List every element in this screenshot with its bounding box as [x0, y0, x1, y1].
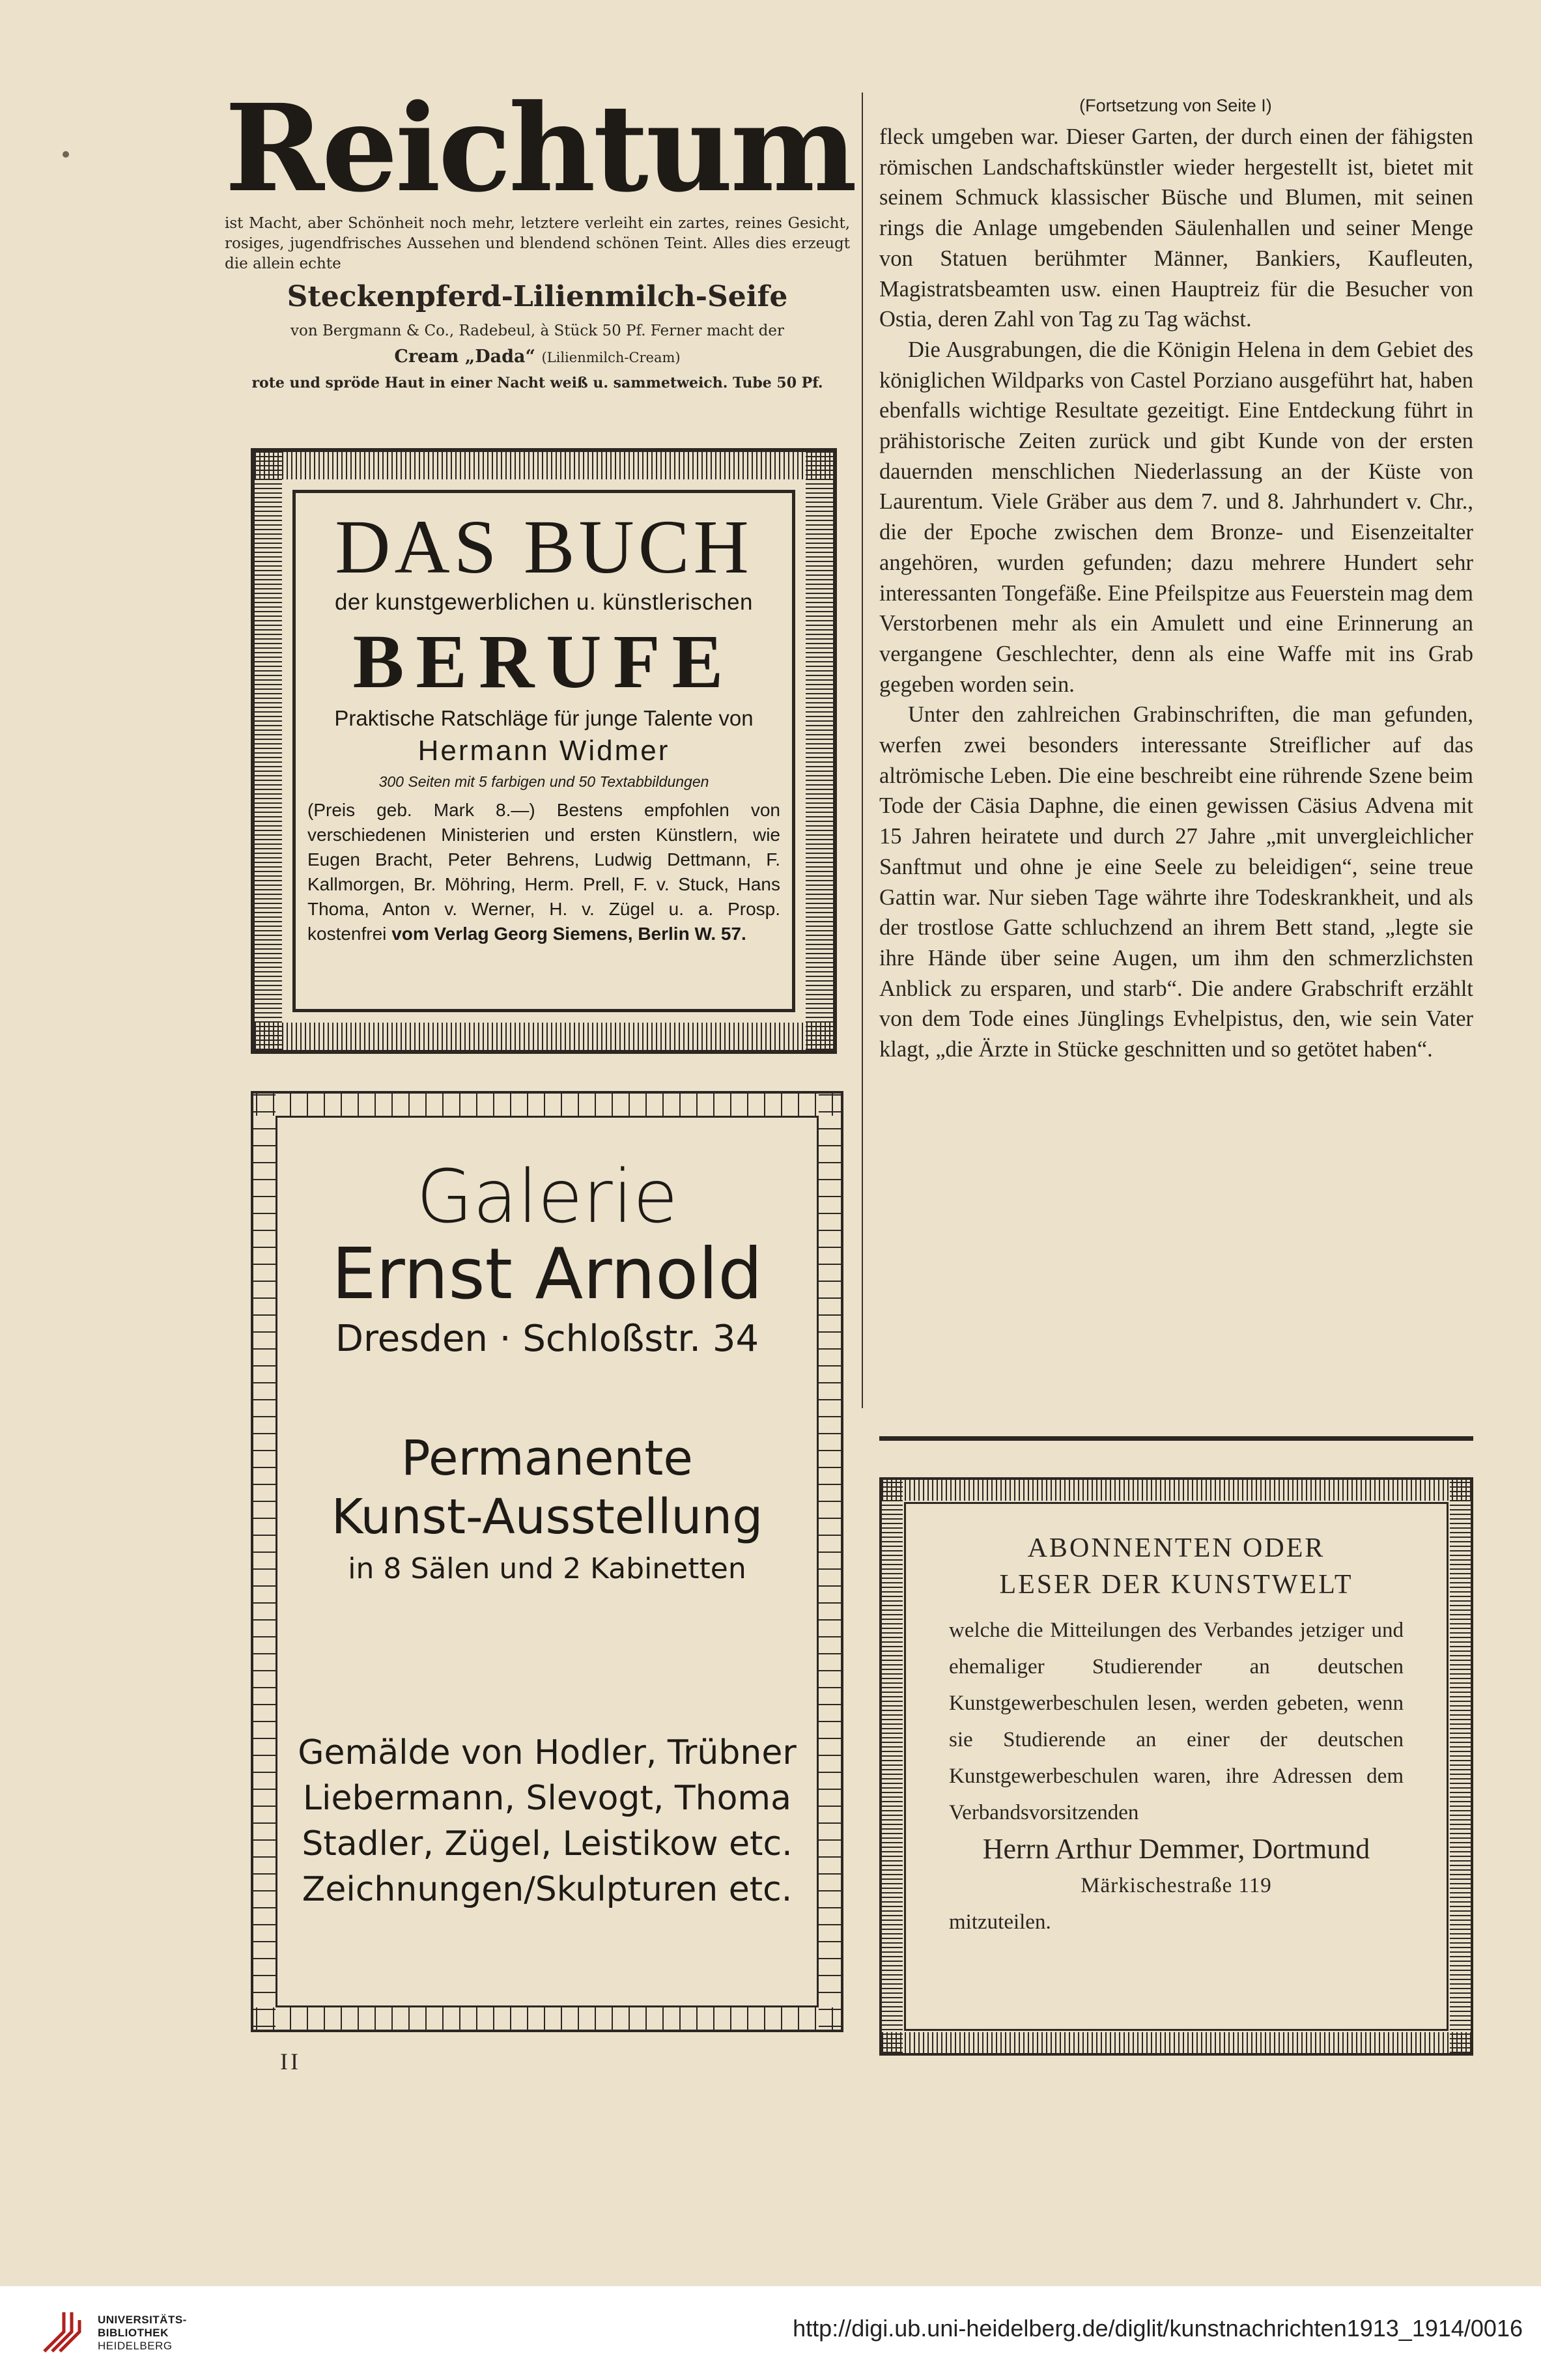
reichtum-headline: Reichtum	[225, 78, 855, 219]
abonnenten-body: welche die Mitteilungen des Verbandes jetziger und ehemaliger Studierender an deutschen Kunstgewerbeschulen lesen, werden gebeten, wenn sie Studierende an einer der deutschen Kunstgewerbeschulen waren, ihre Adressen dem Verbandsvorsitzenden	[949, 1619, 1404, 1824]
galerie-address: Dresden · Schloßstr. 34	[335, 1318, 759, 1360]
galerie-permanente: Permanente	[401, 1430, 693, 1486]
reichtum-ad	[225, 78, 855, 393]
das-buch-subtitle2: Praktische Ratschläge für junge Talente von	[334, 706, 754, 730]
das-buch-ad	[251, 448, 837, 1054]
reichtum-cream-name: Cream „Dada“	[394, 347, 536, 367]
abonnenten-heading-line2: LESER DER KUNSTWELT	[999, 1570, 1353, 1600]
ub-heidelberg-logo-icon	[38, 2306, 90, 2358]
das-buch-ad-frame	[292, 490, 795, 1012]
galerie-kunst-ausstellung: Kunst-Ausstellung	[331, 1489, 763, 1545]
library-name	[98, 2314, 187, 2353]
abonnenten-frame	[904, 1502, 1449, 2031]
das-buch-publisher: vom Verlag Georg Siemens, Berlin W. 57.	[391, 924, 746, 944]
galerie-ad-frame	[276, 1116, 819, 2007]
punch-hole-mark	[63, 151, 69, 158]
galerie-works-line: Liebermann, Slevogt, Thoma	[303, 1779, 791, 1818]
library-line: HEIDELBERG	[98, 2340, 173, 2352]
reichtum-tail: rote und spröde Haut in einer Nacht weiß u. sammetweich. Tube 50 Pf.	[251, 375, 823, 391]
continuation-note: (Fortsetzung von Seite I)	[1079, 96, 1272, 115]
das-buch-subtitle: der kunstgewerblichen u. künstlerischen	[334, 589, 754, 615]
galerie-title: Galerie	[416, 1155, 678, 1240]
article-text	[879, 122, 1473, 1065]
abonnenten-closing: mitzuteilen.	[949, 1910, 1051, 1934]
abonnenten-notice	[879, 1477, 1473, 2056]
article-paragraph: Die Ausgrabungen, die die Königin Helena in dem Gebiet des königlichen Wildparks von Castel Porziano ausgeführt hat, haben ebenfalls wichtige Resultate gezeitigt. Eine Entdeckung führt in prähistorische Zeiten zurück und gibt Kunde von der ersten dauernden menschlichen Niederlassung an der Küste von Laurentum. Viele Gräber aus dem 7. und 8. Jahrhundert v. Chr., die der Epoche zwischen dem Bronze- und Eisenzeitalter angehören, wurden gefunden; dazu mehrere Hundert sehr interessanten Tongefäße. Eine Pfeilspitze aus Feuerstein mag dem Verstorbenen mehr als ein Amulett und eine Erinnerung an vergangene Geschlechter, denn als eine Waffe mit ins Grab gegeben worden sein.	[879, 337, 1473, 697]
das-buch-title: DAS BUCH	[335, 504, 753, 589]
galerie-works-line: Stadler, Zügel, Leistikow etc.	[302, 1824, 793, 1863]
galerie-rooms: in 8 Sälen und 2 Kabinetten	[348, 1552, 746, 1585]
das-buch-author: Hermann Widmer	[417, 735, 670, 767]
article-paragraph: fleck umgeben war. Dieser Garten, der durch einen der fähigsten römischen Landschaftskünstler wieder hergestellt ist, bietet mit seinem Schmuck klassischer Büsche und Blumen, mit seinen rings die Anlage umgebenden Säulenhallen und seiner Menge von Statuen berühmter Männer, Bankiers, Kaufleuten, Magistratsbeamten usw. einen Hauptreiz für die Besucher von Ostia, deren Zahl von Tag zu Tag wächst.	[879, 124, 1473, 332]
library-line: BIBLIOTHEK	[98, 2327, 169, 2339]
abonnenten-heading	[949, 1530, 1404, 1603]
section-divider	[879, 1436, 1473, 1441]
column-divider	[862, 92, 863, 1408]
abonnenten-address: Herrn Arthur Demmer, Dortmund	[982, 1833, 1370, 1865]
abonnenten-heading-line1: ABONNENTEN ODER	[1027, 1533, 1325, 1563]
das-buch-description	[307, 798, 780, 946]
reichtum-product: Steckenpferd-Lilienmilch-Seife	[287, 280, 788, 313]
article-paragraph: Unter den zahlreichen Grabinschriften, die man gefunden, werfen zwei besonders interessante Streiflicher auf das altrömische Leben. Die eine beschreibt eine rührende Szene beim Tode der Cäsia Daphne, die einen gewissen Cäsius Advena mit 15 Jahren heiratete und durch 27 Jahre „mit unvergleichlicher Sanftmut und ohne je eine Seele zu beleidigen“, seine treue Gattin war. Nur sieben Tage währte ihre Todeskrankheit, und als der trostlose Gatte schluchzend an ihrem Bett stand, „legte sie ihre Hände über seine Augen, um ihm den schmerzlichsten Anblick zu ersparen, und starb“. Die andere Grabschrift erzählt von dem Tode eines Jünglings Evhelpistus, den, wie sein Vater klagt, „die Ärzte in Stücke geschnitten und so getötet haben“.	[879, 702, 1473, 1062]
abonnenten-street: Märkischestraße 119	[1081, 1874, 1272, 1897]
source-url-link[interactable]: http://digi.ub.uni-heidelberg.de/diglit/kunstnachrichten1913_1914/0016	[793, 2315, 1523, 2342]
galerie-works-list	[277, 1730, 817, 1912]
library-line: UNIVERSITÄTS-	[98, 2314, 187, 2326]
reichtum-cream-note: (Lilienmilch-Cream)	[541, 350, 681, 365]
page-number: II	[280, 2048, 301, 2075]
reichtum-text: ist Macht, aber Schönheit noch mehr, letztere verleiht ein zartes, reines Gesicht, rosiges, jugendfrisches Aussehen und blendend schönen Teint. Alles dies erzeugt die allein echte	[225, 215, 850, 272]
reichtum-cream	[225, 342, 850, 373]
galerie-name: Ernst Arnold	[332, 1234, 763, 1315]
berufe-title: BERUFE	[352, 619, 735, 704]
galerie-works-line: Gemälde von Hodler, Trübner	[298, 1733, 797, 1772]
galerie-arnold-ad	[251, 1091, 843, 2032]
das-buch-description-text: (Preis geb. Mark 8.—) Bestens empfohlen von verschiedenen Ministerien und ersten Künstlern, wie Eugen Bracht, Peter Behrens, Ludwig Dettmann, F. Kallmorgen, Br. Möhring, Herm. Prell, F. v. Stuck, Hans Thoma, Anton v. Werner, H. v. Zügel u. a. Prosp. kostenfrei	[307, 800, 780, 944]
galerie-works-line: Zeichnungen/Skulpturen etc.	[302, 1870, 793, 1909]
reichtum-maker: von Bergmann & Co., Radebeul, à Stück 50 Pf. Ferner macht der	[290, 322, 784, 339]
das-buch-pages: 300 Seiten mit 5 farbigen und 50 Textabbildungen	[378, 773, 709, 790]
